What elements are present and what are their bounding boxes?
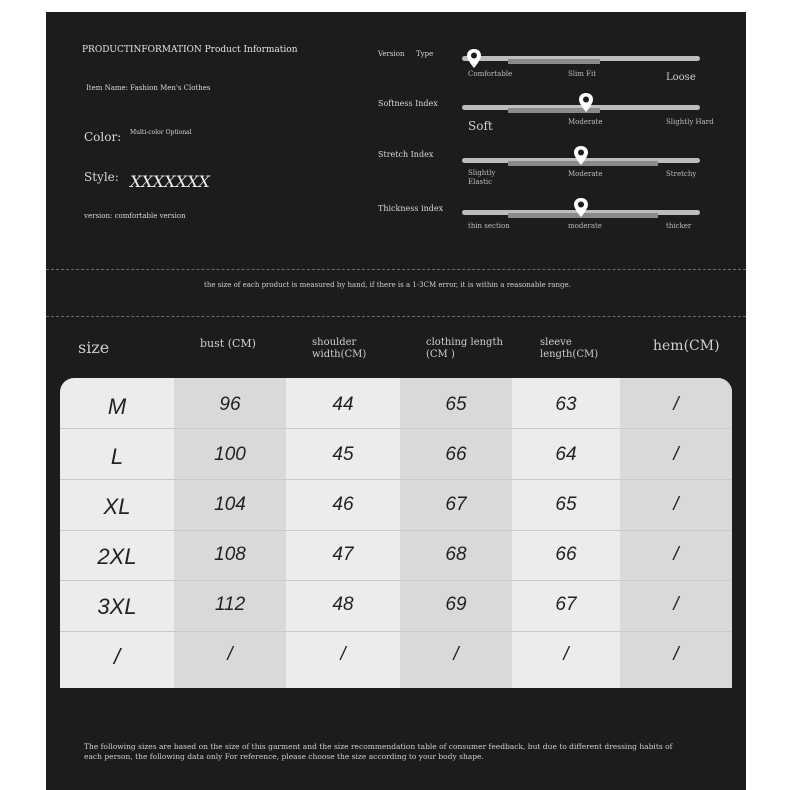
table-cell: 108 [214, 544, 246, 565]
table-cell: / [453, 644, 459, 665]
option-right: Stretchy [666, 170, 697, 178]
option-left: Soft [468, 119, 493, 133]
header-sleeve: sleeve length(CM) [540, 337, 599, 360]
footer-note: The following sizes are based on the size of this garment and the size recommendation table of consumer feedback, but due to different dressing habits of each person, the following data only For reference, please choose the size according to your body shape. [84, 742, 673, 762]
slider-pin-icon [466, 48, 482, 70]
table-cell: / [673, 444, 679, 465]
table-cell: 100 [214, 444, 246, 465]
style-value: XXXXXXX [130, 172, 210, 191]
table-cell: 45 [332, 444, 354, 465]
row-divider [60, 428, 732, 429]
header-bust: bust (CM) [200, 337, 256, 350]
option-left: Slightly Elastic [468, 169, 496, 186]
index-label-stretch: Stretch Index [378, 150, 434, 159]
column-shade [174, 378, 286, 688]
size-cell: 2XL [97, 544, 137, 569]
column-shade [400, 378, 512, 688]
table-cell: 69 [445, 594, 467, 615]
table-cell: 63 [555, 394, 577, 415]
option-middle: Moderate [568, 170, 603, 178]
table-cell: 104 [214, 494, 246, 515]
option-left: thin section [468, 222, 510, 230]
option-right: Loose [666, 72, 696, 83]
measurement-note: the size of each product is measured by hand, if there is a 1-3CM error, it is within a reasonable range. [204, 281, 571, 289]
table-cell: / [227, 644, 233, 665]
table-cell: 44 [332, 394, 354, 415]
size-cell: 3XL [97, 594, 137, 619]
table-cell: 96 [219, 394, 241, 415]
table-cell: 64 [555, 444, 577, 465]
table-cell: 67 [555, 594, 577, 615]
product-panel [46, 12, 746, 790]
slider-notch [508, 59, 600, 64]
table-cell: 65 [555, 494, 577, 515]
table-cell: / [673, 594, 679, 615]
row-divider [60, 479, 732, 480]
table-cell: / [673, 544, 679, 565]
option-right: thicker [666, 222, 692, 230]
option-middle: moderate [568, 222, 602, 230]
table-cell: / [673, 494, 679, 515]
table-cell: 65 [445, 394, 467, 415]
divider-bottom [46, 316, 746, 317]
header-hem: hem(CM) [653, 338, 720, 354]
color-label: Color: [84, 130, 122, 144]
row-divider [60, 530, 732, 531]
size-cell: L [110, 444, 124, 469]
table-cell: 46 [332, 494, 354, 515]
size-cell: XL [103, 494, 131, 519]
slider-pin-icon [573, 197, 589, 219]
size-cell: M [107, 394, 127, 419]
divider-top [46, 269, 746, 270]
slider-pin-icon [578, 92, 594, 114]
table-cell: 112 [214, 594, 246, 615]
header-shoulder: shoulder width(CM) [312, 337, 367, 360]
index-label-type: Type [416, 50, 434, 58]
table-cell: 66 [445, 444, 467, 465]
product-info-title: PRODUCTINFORMATION Product Information [82, 45, 298, 55]
table-cell: / [563, 644, 569, 665]
table-cell: 67 [445, 494, 467, 515]
option-left: Comfortable [468, 70, 513, 78]
item-name: Item Name: Fashion Men's Clothes [86, 84, 211, 92]
option-middle: Slim Fit [568, 70, 597, 78]
size-table [60, 378, 732, 688]
table-cell: / [673, 644, 679, 665]
table-cell: 66 [555, 544, 577, 565]
index-label-softness: Softness Index [378, 99, 438, 108]
option-middle: Moderate [568, 118, 603, 126]
table-cell: 68 [445, 544, 467, 565]
header-length: clothing length (CM ) [426, 337, 503, 360]
color-value: Multi-color Optional [130, 129, 192, 136]
index-label-version: Version [378, 50, 405, 58]
row-divider [60, 631, 732, 632]
table-cell: 48 [332, 594, 354, 615]
column-shade [620, 378, 732, 688]
table-cell: / [340, 644, 346, 665]
style-label: Style: [84, 170, 119, 184]
option-right: Slightly Hard [666, 118, 714, 126]
header-size: size [78, 338, 110, 357]
table-cell: / [673, 394, 679, 415]
index-label-thickness: Thickness index [378, 204, 444, 213]
size-cell: / [113, 644, 121, 669]
table-cell: 47 [332, 544, 354, 565]
version-text: version: comfortable version [84, 212, 186, 220]
row-divider [60, 580, 732, 581]
slider-pin-icon [573, 145, 589, 167]
